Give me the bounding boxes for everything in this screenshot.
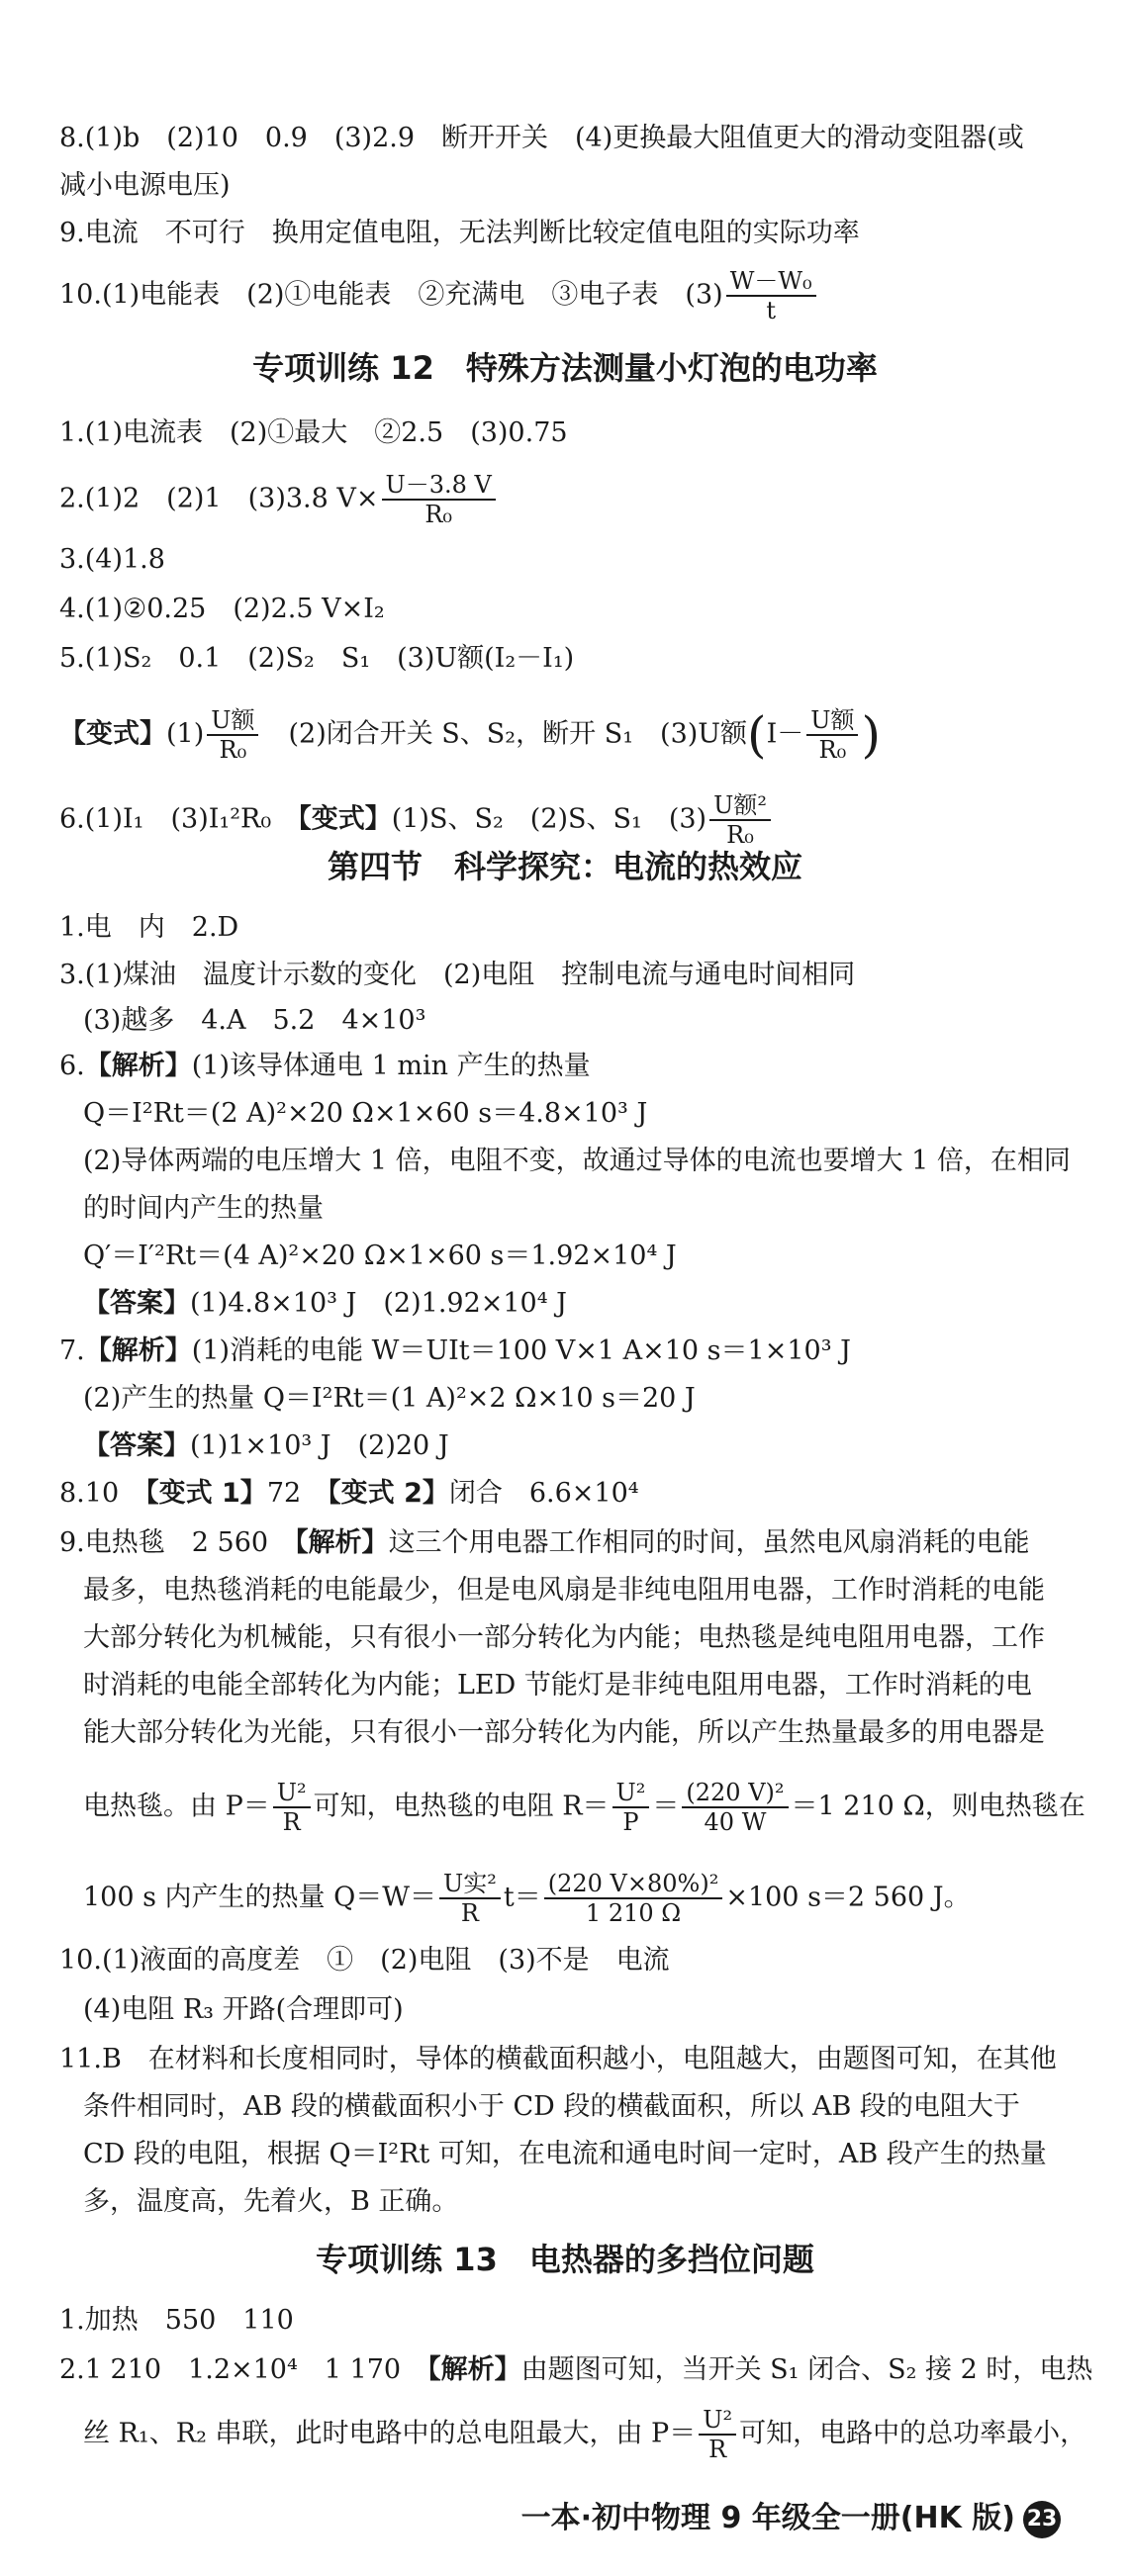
- fraction: $\frac{\text{U实²}}{R}$: [439, 1870, 501, 1927]
- fraction: $\frac{U-3.8 V}{\text{R₀}}$: [382, 471, 496, 528]
- bracket-tag: 【变式】: [298, 803, 392, 835]
- answer-line: 的时间内产生的热量: [83, 1193, 324, 1224]
- answer-line: 5.(1)S₂ 0.1 (2)S₂ S₁ (3)U额(I₂－I₁): [59, 643, 575, 674]
- bracket-tag: 【解析】: [427, 2354, 521, 2385]
- answer-line: 10.(1)液面的高度差 ① (2)电阻 (3)不是 电流: [59, 1945, 670, 1976]
- answer-line: CD 段的电阻，根据 Q＝I²Rt 可知，在电流和通电时间一定时，AB 段产生的热量: [83, 2139, 1047, 2169]
- book-title: 一本·初中物理 9 年级全一册(HK 版): [520, 2501, 1015, 2535]
- fraction: $\frac{\text{U²}}{P}$: [612, 1779, 650, 1836]
- fraction: $\frac{\text{U²}}{R}$: [699, 2406, 736, 2463]
- answer-line: 11.B 在材料和长度相同时，导体的横截面积越小，电阻越大，由题图可知，在其他: [59, 2044, 1057, 2074]
- answer-line: 3.(4)1.8: [59, 544, 165, 575]
- bracket-tag: 【变式 1】: [145, 1478, 267, 1509]
- section-title: 专项训练 12 特殊方法测量小灯泡的电功率: [252, 349, 878, 387]
- answer-line: 6.【解析】(1)该导体通电 1 min 产生的热量: [59, 1051, 591, 1081]
- bracket-tag: 【答案】: [83, 1288, 190, 1319]
- answer-line: Q＝I²Rt＝(2 A)²×20 Ω×1×60 s＝4.8×10³ J: [83, 1098, 648, 1129]
- answer-line: (2)导体两端的电压增大 1 倍，电阻不变，故通过导体的电流也要增大 1 倍，在相同: [83, 1146, 1071, 1176]
- answer-line: 最多，电热毯消耗的电能最少，但是电风扇是非纯电阻用电器，工作时消耗的电能: [83, 1575, 1045, 1606]
- answer-line: 【答案】(1)1×10³ J (2)20 J: [83, 1430, 449, 1461]
- answer-line: Q′＝I′²Rt＝(4 A)²×20 Ω×1×60 s＝1.92×10⁴ J: [83, 1241, 677, 1271]
- answer-line: 9.电流 不可行 换用定值电阻，无法判断比较定值电阻的实际功率: [59, 218, 860, 248]
- answer-line: (4)电阻 R₃ 开路(合理即可): [83, 1994, 404, 2025]
- answer-line: (2)产生的热量 Q＝I²Rt＝(1 A)²×2 Ω×10 s＝20 J: [83, 1383, 696, 1414]
- answer-line: 1.电 内 2.D: [59, 912, 239, 943]
- answer-line: 10.(1)电能表 (2)①电能表 ②充满电 ③电子表 (3) $\frac{\text{W－W₀}}{t}$: [59, 267, 1081, 324]
- fraction: $\frac{\text{U²}}{R}$: [273, 1779, 311, 1836]
- answer-line: 8.(1)b (2)10 0.9 (3)2.9 断开开关 (4)更换最大阻值更大的滑动变阻器(或: [59, 123, 1024, 153]
- answer-line: 【答案】(1)4.8×10³ J (2)1.92×10⁴ J: [83, 1288, 567, 1319]
- answer-line: 3.(1)煤油 温度计示数的变化 (2)电阻 控制电流与通电时间相同: [59, 960, 856, 990]
- fraction: $\frac{\text{U额}}{\text{R₀}}$: [207, 706, 258, 764]
- section-title: 专项训练 13 电热器的多挡位问题: [316, 2241, 814, 2278]
- bracket-tag: 【解析】: [84, 1051, 192, 1081]
- section-title: 第四节 科学探究：电流的热效应: [327, 848, 802, 885]
- fraction: $\frac{\text{U额²}}{\text{R₀}}$: [709, 791, 771, 849]
- answer-line: 4.(1)②0.25 (2)2.5 V×I₂: [59, 594, 385, 624]
- answer-line: 1.(1)电流表 (2)①最大 ②2.5 (3)0.75: [59, 417, 568, 448]
- bracket-tag: 【变式】: [59, 718, 166, 750]
- answer-line: 2.1 210 1.2×10⁴ 1 170 【解析】由题图可知，当开关 S₁ 闭合、S₂ 接 2 时，电热: [59, 2354, 1093, 2385]
- fraction: $\frac{\text{W－W₀}}{t}$: [726, 267, 816, 324]
- answer-line: 6.(1)I₁ (3)I₁²R₀ 【变式】(1)S、S₂ (2)S、S₁ (3) $\frac{\text{U额²}}{\text{R₀}}$: [59, 791, 1081, 849]
- answer-line: 9.电热毯 2 560 【解析】这三个用电器工作相同的时间，虽然电风扇消耗的电能: [59, 1527, 1030, 1558]
- answer-line: 【变式】(1) $\frac{\text{U额}}{\text{R₀}}$ (2)闭合开关 S、S₂，断开 S₁ (3)U额(I－ $\frac{\text{U额}}{\text{R₀}}$ ): [59, 706, 881, 764]
- answer-line: 8.10 【变式 1】72 【变式 2】闭合 6.6×10⁴: [59, 1478, 639, 1509]
- answer-line: 丝 R₁、R₂ 串联，此时电路中的总电阻最大，由 P＝ $\frac{\text{U²}}{R}$ 可知，电路中的总功率最小，: [83, 2406, 1087, 2463]
- answer-line: 大部分转化为机械能，只有很小一部分转化为内能；电热毯是纯电阻用电器，工作: [83, 1622, 1045, 1653]
- answer-line: 100 s 内产生的热量 Q＝W＝ $\frac{\text{U实²}}{R}$ t＝ $\frac{\text{(220 V×80\%)²}}{1 210 \Omega}$ ×100 s＝2 560 J。: [83, 1870, 971, 1927]
- fraction: $\frac{\text{(220 V)²}}{40 W}$: [682, 1779, 788, 1836]
- answer-line: 减小电源电压): [59, 170, 231, 201]
- answer-line: 电热毯。由 P＝ $\frac{\text{U²}}{R}$ 可知，电热毯的电阻 R＝ $\frac{\text{U²}}{P}$ ＝ $\frac{\text{(220 V)²}}{40 W}$ ＝1 210 Ω，则电热毯在: [83, 1779, 1085, 1836]
- page-footer: [0, 2497, 1061, 2540]
- answer-line: 多，温度高，先着火，B 正确。: [83, 2186, 459, 2217]
- answer-line: 7.【解析】(1)消耗的电能 W＝UIt＝100 V×1 A×10 s＝1×10³ J: [59, 1335, 851, 1366]
- answer-line: 条件相同时，AB 段的横截面积小于 CD 段的横截面积，所以 AB 段的电阻大于: [83, 2091, 1020, 2122]
- answer-line: 能大部分转化为光能，只有很小一部分转化为内能，所以产生热量最多的用电器是: [83, 1717, 1045, 1748]
- answer-line: 2.(1)2 (2)1 (3)3.8 V× $\frac{U-3.8 V}{\text{R₀}}$: [59, 471, 1081, 528]
- bracket-tag: 【解析】: [84, 1335, 192, 1366]
- answer-line: 时消耗的电能全部转化为内能；LED 节能灯是非纯电阻用电器，工作时消耗的电: [83, 1670, 1032, 1701]
- bracket-tag: 【解析】: [295, 1527, 389, 1558]
- fraction: $\frac{\text{U额}}{\text{R₀}}$: [806, 706, 858, 764]
- answer-line: (3)越多 4.A 5.2 4×10³: [83, 1005, 426, 1036]
- bracket-tag: 【答案】: [83, 1430, 190, 1461]
- bracket-tag: 【变式 2】: [328, 1478, 449, 1509]
- page-number: 23: [1023, 2501, 1061, 2538]
- fraction: $\frac{\text{(220 V×80\%)²}}{1 210 \Omega}$: [544, 1870, 723, 1927]
- answer-line: 1.加热 550 110: [59, 2305, 294, 2336]
